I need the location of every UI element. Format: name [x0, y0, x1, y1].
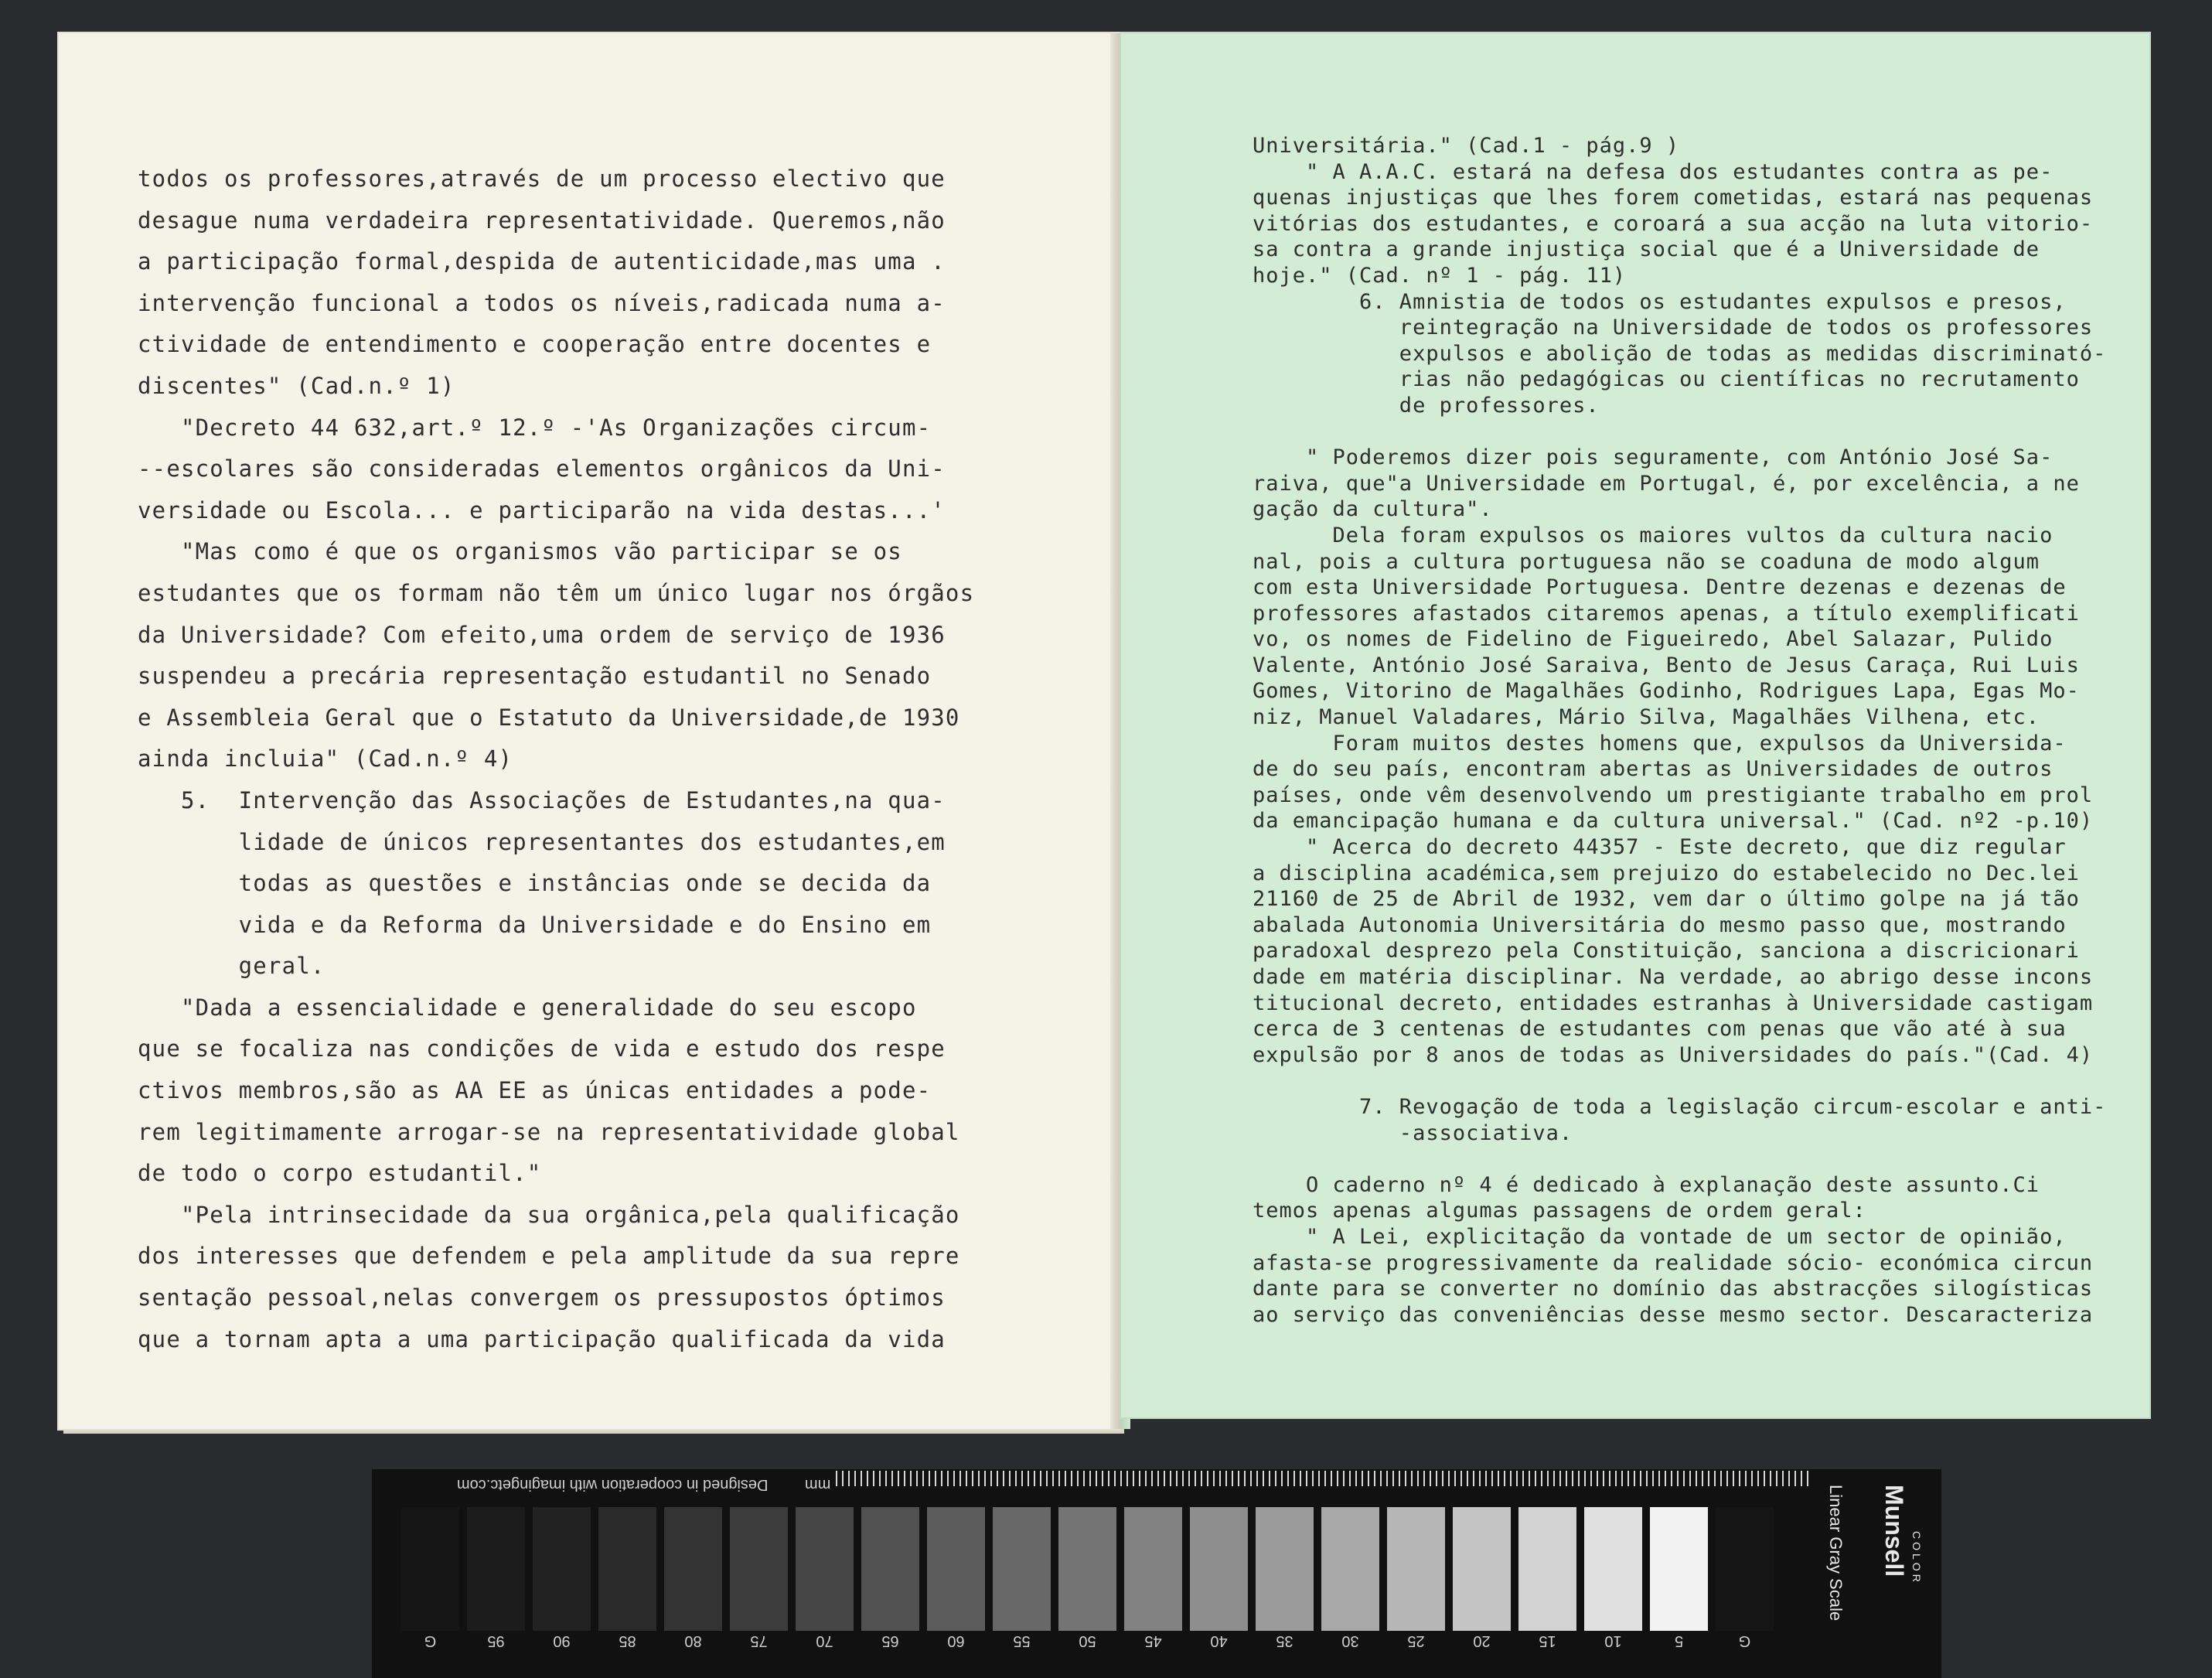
text-line: Foram muitos destes homens que, expulsos da Universida- [1253, 731, 2067, 755]
text-line: " A A.A.C. estará na defesa dos estudantes contra as pe- [1253, 159, 2054, 184]
text-line: vo, os nomes de Fidelino de Figueiredo, Abel Salazar, Pulido [1253, 627, 2054, 652]
gray-tick-label: 10 [1604, 1632, 1622, 1649]
text-line: " Poderemos dizer pois seguramente, com António José Sa- [1253, 445, 2054, 470]
gray-tick-label: 5 [1674, 1632, 1684, 1649]
text-line: lidade de únicos representantes dos estudantes,em [138, 828, 946, 855]
text-line: todos os professores,através de um processo electivo que [138, 165, 946, 192]
text-line: geral. [138, 953, 325, 980]
gray-tick-label: 15 [1539, 1632, 1556, 1649]
gray-tick-label: 65 [881, 1632, 899, 1649]
gray-tick-label: 85 [619, 1632, 636, 1649]
gray-tick-label: 50 [1079, 1632, 1096, 1649]
text-line: a disciplina académica,sem prejuizo do estabelecido no Dec.lei [1253, 861, 2080, 885]
text-line: discentes" (Cad.n.º 1) [138, 372, 455, 399]
text-line: a participação formal,despida de autenticidade,mas uma . [138, 248, 946, 275]
gray-patch [1716, 1507, 1774, 1631]
text-line: suspendeu a precária representação estudantil no Senado [138, 663, 932, 690]
text-line: O caderno nº 4 é dedicado à explanação deste assunto.Ci [1253, 1172, 2040, 1197]
brand-sub: COLOR [1910, 1531, 1923, 1585]
gray-tick-label: 25 [1407, 1632, 1425, 1649]
gray-tick-label: G [424, 1632, 437, 1649]
gray-patch [927, 1507, 985, 1631]
text-line: 5. Intervenção das Associações de Estudantes,na qua- [138, 786, 946, 813]
left-page-text [138, 159, 974, 1360]
text-line: todas as questões e instâncias onde se decida da [138, 870, 932, 897]
text-line: e Assembleia Geral que o Estatuto da Universidade,de 1930 [138, 704, 960, 731]
text-line: rem legitimamente arrogar-se na representatividade global [138, 1118, 960, 1145]
text-line: "Decreto 44 632,art.º 12.º -'As Organizações circum- [138, 414, 932, 441]
gray-patch [467, 1507, 525, 1631]
gray-tick-label: 75 [750, 1632, 768, 1649]
gray-patch [1124, 1507, 1182, 1631]
gray-tick-label: 20 [1473, 1632, 1491, 1649]
text-line: temos apenas algumas passagens de ordem geral: [1253, 1199, 1866, 1223]
gray-patch [533, 1507, 591, 1631]
text-line: " Acerca do decreto 44357 - Este decreto, que diz regular [1253, 835, 2067, 860]
text-line: titucional decreto, entidades estranhas à Universidade castigam [1253, 991, 2094, 1015]
text-line: expulsão por 8 anos de todas as Universidades do país."(Cad. 4) [1253, 1042, 2094, 1067]
text-line: dade em matéria disciplinar. Na verdade, ao abrigo desse incons [1253, 965, 2094, 989]
text-line: ao serviço das conveniências desse mesmo sector. Descaracteriza [1253, 1302, 2094, 1327]
gray-patch [1453, 1507, 1511, 1631]
text-line: afasta-se progressivamente da realidade sócio- económica circun [1253, 1250, 2094, 1275]
ruler-unit: mm [805, 1476, 831, 1493]
text-line: ctivos membros,são as AA EE as únicas entidades a pode- [138, 1077, 932, 1104]
text-line: "Pela intrinsecidade da sua orgânica,pela qualificação [138, 1201, 960, 1228]
text-line: vitórias dos estudantes, e coroará a sua acção na luta vitorio- [1253, 211, 2094, 236]
text-line: versidade ou Escola... e participarão na vida destas...' [138, 496, 946, 524]
text-line: raiva, que"a Universidade em Portugal, é, por excelência, a ne [1253, 471, 2080, 496]
gray-scale-card [372, 1469, 1941, 1678]
gray-tick-label: 45 [1144, 1632, 1162, 1649]
text-line: --escolares são consideradas elementos orgânicos da Uni- [138, 455, 946, 483]
text-line: da emancipação humana e da cultura universal." (Cad. nº2 -p.10) [1253, 809, 2094, 834]
text-line: de todo o corpo estudantil." [138, 1160, 542, 1187]
scale-title: Linear Gray Scale [1826, 1485, 1846, 1622]
credit-text: Designed in cooperation with imagingetc.com [457, 1476, 769, 1493]
text-line: professores afastados citaremos apenas, a título exemplificati [1253, 601, 2080, 626]
gray-patch [1584, 1507, 1642, 1631]
gray-patch [1190, 1507, 1248, 1631]
gray-patch [861, 1507, 919, 1631]
gray-tick-label: 55 [1013, 1632, 1031, 1649]
gray-tick-label: 30 [1341, 1632, 1359, 1649]
text-line: Universitária." (Cad.1 - pág.9 ) [1253, 134, 1680, 158]
text-line: intervenção funcional a todos os níveis,radicada numa a- [138, 289, 946, 316]
text-line: com esta Universidade Portuguesa. Dentre dezenas e dezenas de [1253, 575, 2067, 600]
gray-tick-label: 40 [1210, 1632, 1228, 1649]
text-line: 21160 de 25 de Abril de 1932, vem dar o último golpe na já tão [1253, 887, 2080, 912]
gray-patch [1650, 1507, 1708, 1631]
text-line: de professores. [1253, 393, 1600, 418]
text-line: nal, pois a cultura portuguesa não se coaduna de modo algum [1253, 549, 2040, 574]
text-line: ainda incluia" (Cad.n.º 4) [138, 745, 513, 772]
gray-tick-label: 95 [487, 1632, 505, 1649]
text-line: hoje." (Cad. nº 1 - pág. 11) [1253, 263, 1627, 288]
text-line: sentação pessoal,nelas convergem os pressupostos óptimos [138, 1284, 946, 1311]
text-line: estudantes que os formam não têm um único lugar nos órgãos [138, 579, 975, 606]
text-line: Gomes, Vitorino de Magalhães Godinho, Rodrigues Lapa, Egas Mo- [1253, 679, 2080, 704]
text-line: de do seu país, encontram abertas as Universidades de outros [1253, 757, 2054, 782]
text-line [1253, 419, 2106, 445]
gray-patch [598, 1507, 656, 1631]
text-line: reintegração na Universidade de todos os professores [1253, 315, 2094, 340]
text-line: países, onde vêm desenvolvendo um prestigiante trabalho em prol [1253, 783, 2094, 807]
text-line [1253, 1068, 2106, 1094]
gray-tick-label: 70 [816, 1632, 833, 1649]
gray-patch [796, 1507, 854, 1631]
text-line: cerca de 3 centenas de estudantes com penas que vão até à sua [1253, 1017, 2067, 1042]
gray-patch [664, 1507, 722, 1631]
gray-patch [1387, 1507, 1445, 1631]
gray-tick-label: 90 [553, 1632, 571, 1649]
text-line: " A Lei, explicitação da vontade de um sector de opinião, [1253, 1224, 2067, 1249]
text-line: -associativa. [1253, 1120, 1573, 1145]
text-line [1253, 1146, 2106, 1172]
text-line: expulsos e abolição de todas as medidas discriminató- [1253, 341, 2107, 366]
text-line: "Dada a essencialidade e generalidade do seu escopo [138, 994, 917, 1021]
text-line: que se focaliza nas condições de vida e estudo dos respe [138, 1035, 946, 1062]
text-line: 7. Revogação de toda a legislação circum-escolar e anti- [1253, 1094, 2107, 1119]
text-line: rias não pedagógicas ou científicas no recrutamento [1253, 367, 2080, 392]
text-line: vida e da Reforma da Universidade e do Ensino em [138, 911, 932, 938]
mm-ruler [836, 1471, 1810, 1486]
gray-patch [401, 1507, 459, 1631]
right-page-text [1253, 133, 2106, 1328]
gray-patch [1321, 1507, 1379, 1631]
text-line: gação da cultura". [1253, 497, 1493, 522]
brand-block [1818, 1485, 1926, 1670]
text-line: paradoxal desprezo pela Constituição, sanciona a discricionari [1253, 939, 2080, 963]
gray-tick-label: 80 [684, 1632, 702, 1649]
gray-tick-label: G [1738, 1632, 1751, 1649]
text-line: ctividade de entendimento e cooperação entre docentes e [138, 331, 932, 358]
text-line: dos interesses que defendem e pela amplitude da sua repre [138, 1243, 960, 1270]
text-line: da Universidade? Com efeito,uma ordem de serviço de 1936 [138, 621, 946, 648]
text-line: 6. Amnistia de todos os estudantes expulsos e presos, [1253, 289, 2067, 314]
gray-tick-label: 60 [947, 1632, 965, 1649]
text-line: abalada Autonomia Universitária do mesmo passo que, mostrando [1253, 912, 2067, 937]
text-line: que a tornam apta a uma participação qualificada da vida [138, 1325, 946, 1352]
gray-patch [1256, 1507, 1314, 1631]
text-line: desague numa verdadeira representatividade. Queremos,não [138, 206, 946, 234]
text-line: "Mas como é que os organismos vão participar se os [138, 538, 902, 565]
text-line: sa contra a grande injustiça social que é a Universidade de [1253, 237, 2040, 262]
text-line: Valente, António José Saraiva, Bento de Jesus Caraça, Rui Luis [1253, 653, 2080, 677]
gray-tick-label: 35 [1276, 1632, 1293, 1649]
text-line: dante para se converter no domínio das abstracções silogísticas [1253, 1277, 2094, 1301]
gray-patch [993, 1507, 1051, 1631]
gray-patch [730, 1507, 788, 1631]
text-line: niz, Manuel Valadares, Mário Silva, Magalhães Vilhena, etc. [1253, 705, 2040, 730]
text-line: Dela foram expulsos os maiores vultos da cultura nacio [1253, 523, 2054, 547]
gray-patch [1058, 1507, 1116, 1631]
brand-name: Munsell [1880, 1485, 1908, 1577]
gray-patch [1518, 1507, 1576, 1631]
text-line: quenas injustiças que lhes forem cometidas, estará nas pequenas [1253, 186, 2094, 210]
